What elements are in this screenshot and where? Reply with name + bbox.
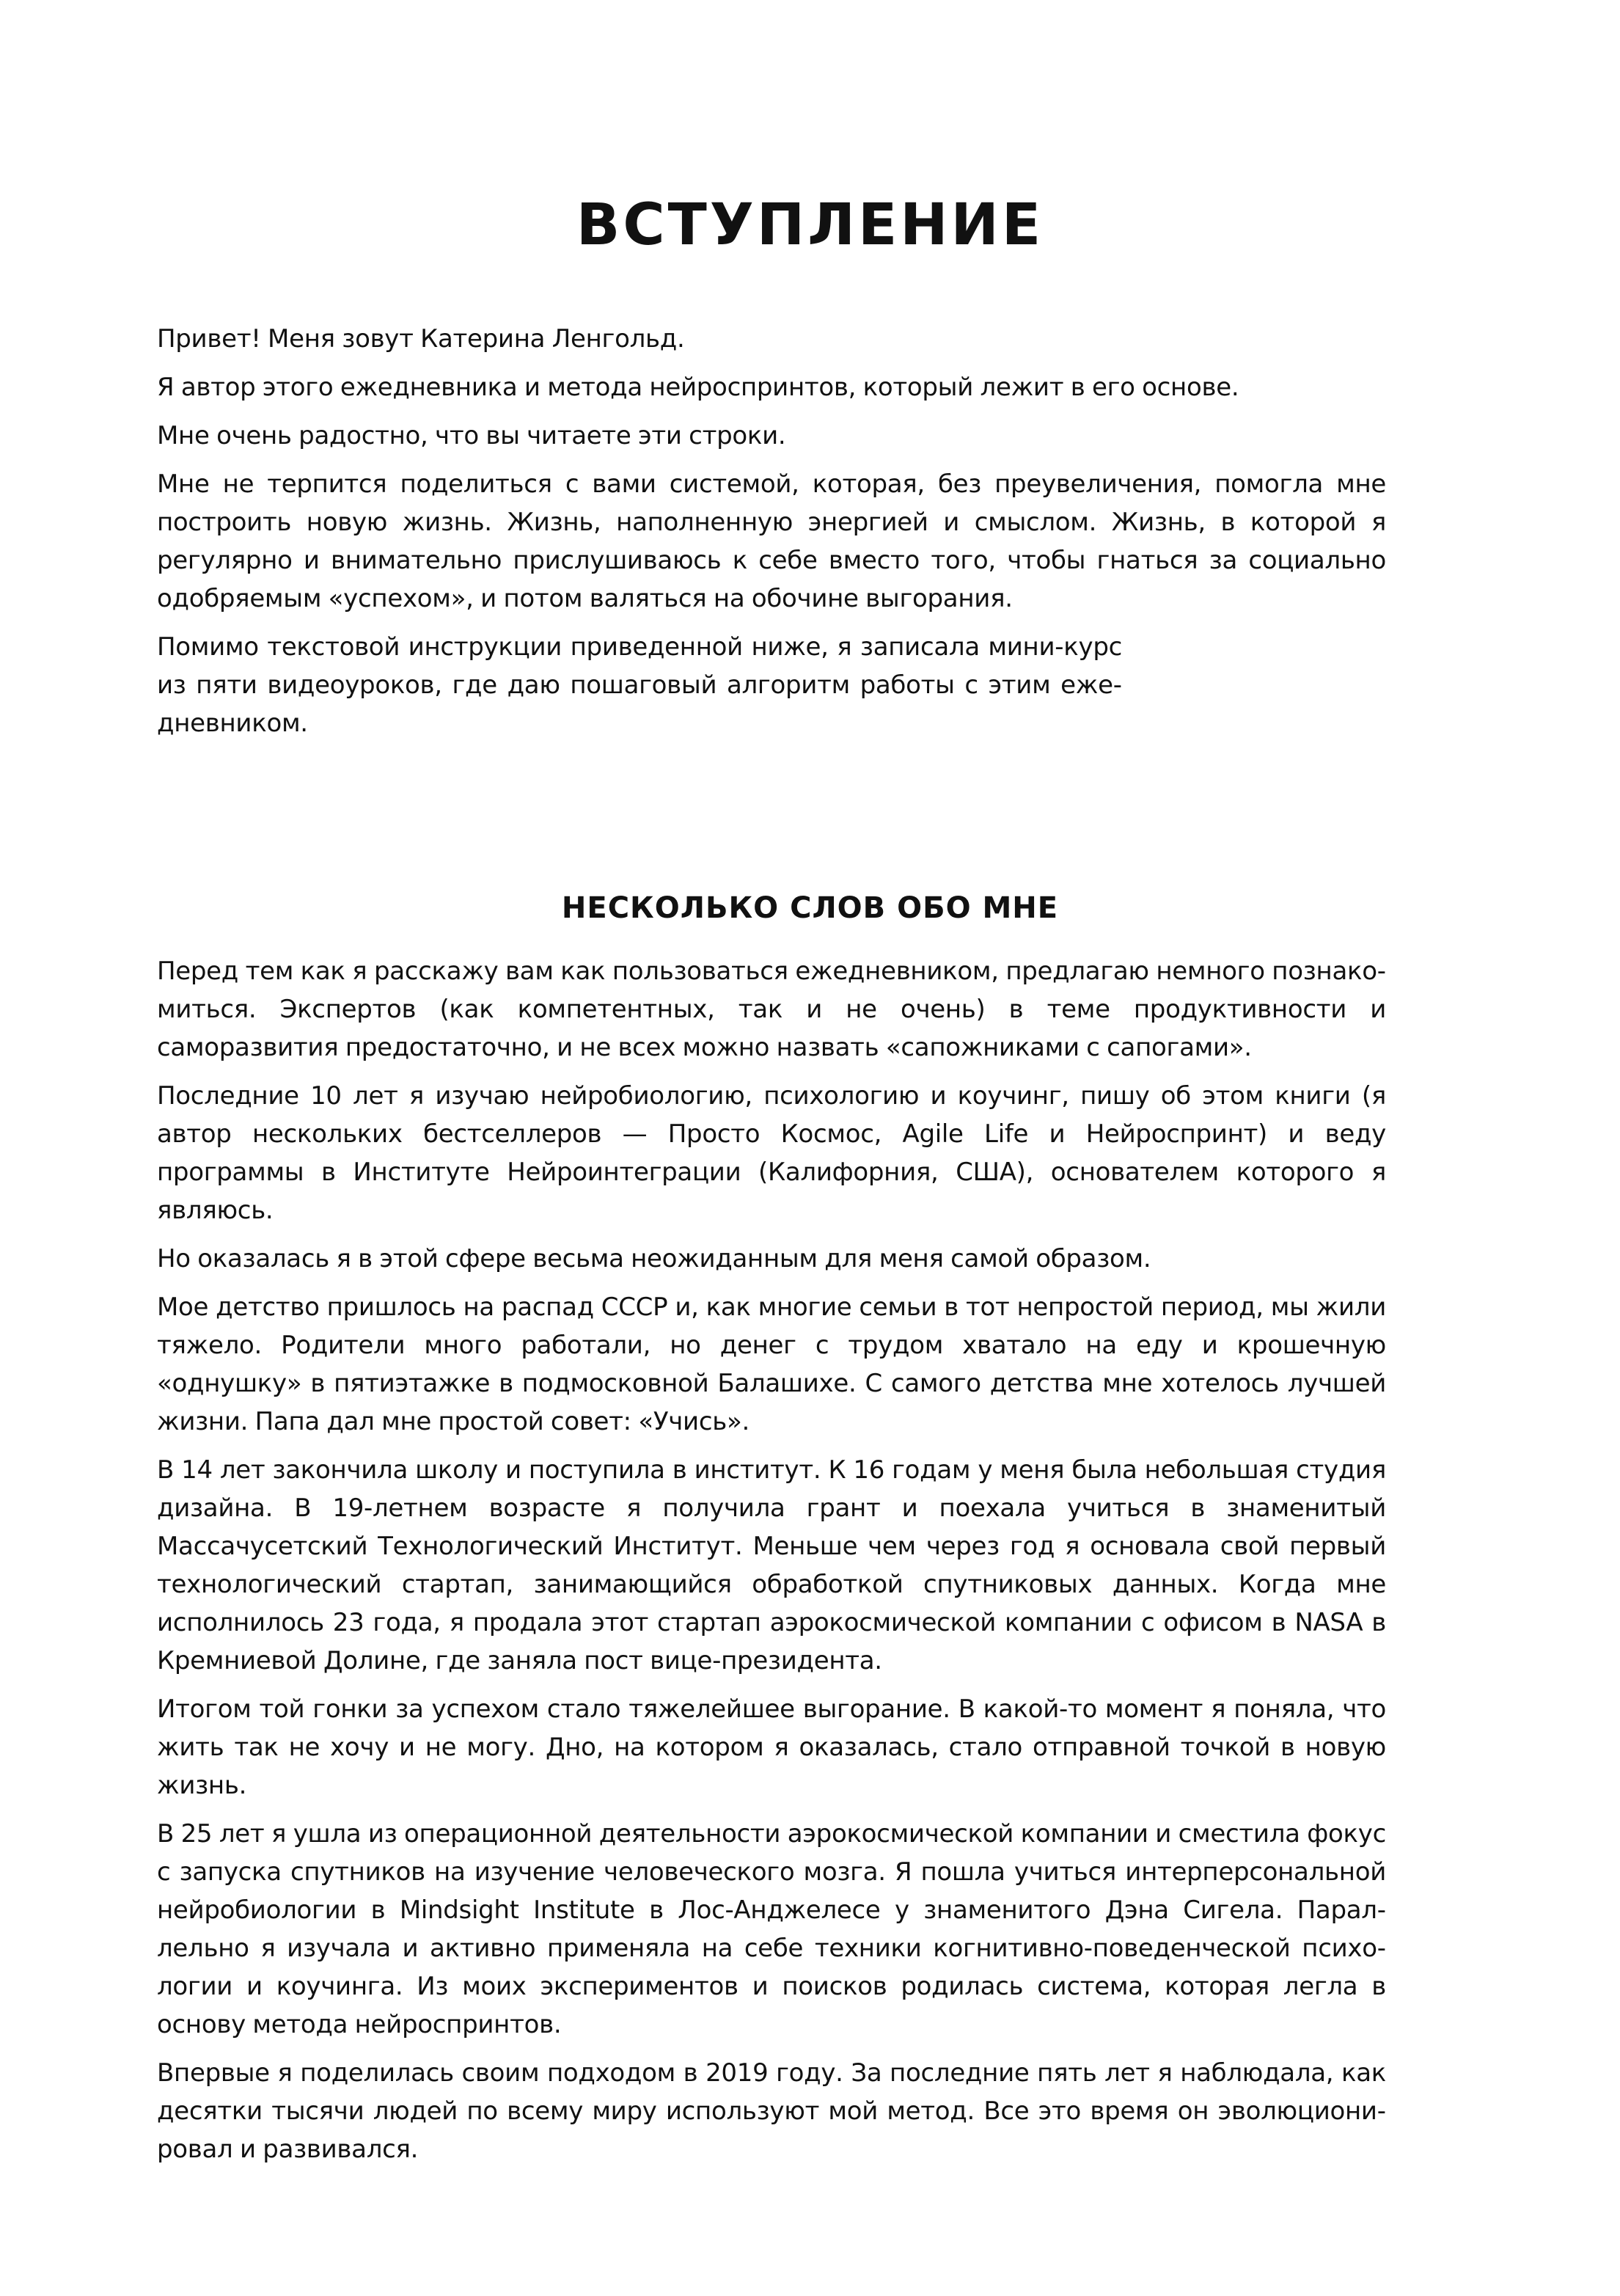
page-title: ВСТУПЛЕНИЕ <box>576 192 1044 258</box>
intro-section <box>157 320 1386 753</box>
intro-paragraph: Я автор этого ежедневника и метода нейроспринтов, который лежит в его основе. <box>157 373 1239 402</box>
about-paragraph: В 25 лет я ушла из операционной деятельности аэрокосмической компании и сместила фокус с запуска спутников на изучение человеческого мозга. Я пошла учиться интерперсональной нейробиологии в Mindsight Institute в Лос-Анджелесе у знаменитого Дэна Сигела. Параллельно я изучала и активно применяла на себе техники когнитивно-поведенческой психологии и коучинга. Из моих экспериментов и поисков родилась система, которая легла в основу метода нейроспринтов. <box>157 1819 1386 2039</box>
about-paragraph: Последние 10 лет я изучаю нейробиологию, психологию и коучинг, пишу об этом книги (я автор нескольких бестселлеров — Просто Космос, Agile Life и Нейроспринт) и веду программы в Институте Нейроинтеграции (Калифорния, США), основателем которого я являюсь. <box>157 1081 1386 1225</box>
intro-paragraph: Мне очень радостно, что вы читаете эти строки. <box>157 421 786 450</box>
about-paragraph: Мое детство пришлось на распад СССР и, как многие семьи в тот непростой период, мы жили тяжело. Родители много работали, но денег с трудом хватало на еду и крошечную «однушку» в пятиэтажке в подмосковной Балашихе. С самого детства мне хотелось лучшей жизни. Папа дал мне простой совет: «Учись». <box>157 1293 1386 1436</box>
about-paragraph: Итогом той гонки за успехом стало тяжелейшее выгорание. В какой-то момент я поняла, что жить так не хочу и не могу. Дно, на котором я оказалась, стало отправной точкой в новую жизнь. <box>157 1694 1386 1800</box>
about-paragraph: Перед тем как я расскажу вам как пользоваться ежедневником, предлагаю немного познакомиться. Экспертов (как компетентных, так и не очень) в теме продуктивности и саморазвития предостаточно, и не всех можно назвать «сапожниками с сапогами». <box>157 957 1386 1062</box>
about-paragraph: В 14 лет закончила школу и поступила в институт. К 16 годам у меня была небольшая студия дизайна. В 19-летнем возрасте я получила грант и поехала учиться в знаменитый Массачусетский Технологический Институт. Меньше чем через год я основала свой первый технологический стартап, занимающийся обработкой спутниковых данных. Когда мне исполнилось 23 года, я продала этот стартап аэрокосмической компании с офисом в NASA в Кремниевой Долине, где заняла пост вице-президента. <box>157 1455 1386 1675</box>
intro-paragraph: Привет! Меня зовут Катерина Ленгольд. <box>157 324 685 354</box>
about-section <box>157 952 1386 2179</box>
intro-paragraph: Мне не терпится поделиться с вами системой, которая, без преувеличения, помогла мне построить новую жизнь. Жизнь, наполненную энергией и смыслом. Жизнь, в которой я регулярно и внимательно прислушиваюсь к себе вместо того, чтобы гнаться за социально одобряемым «успехом», и потом валяться на обочине выгорания. <box>157 469 1386 613</box>
about-paragraph: Впервые я поделилась своим подходом в 2019 году. За последние пять лет я наблюдала, как десятки тысячи людей по всему миру используют мой метод. Все это время он эволюционировал и развивался. <box>157 2058 1386 2164</box>
intro-paragraph: Помимо текстовой инструкции приведенной ниже, я записала мини-курс из пяти видеоуроков, где даю пошаговый алгоритм работы с этим ежедневником. <box>157 632 1122 738</box>
about-paragraph: Но оказалась я в этой сфере весьма неожиданным для меня самой образом. <box>157 1244 1151 1273</box>
section-title: НЕСКОЛЬКО СЛОВ ОБО МНЕ <box>561 891 1059 925</box>
